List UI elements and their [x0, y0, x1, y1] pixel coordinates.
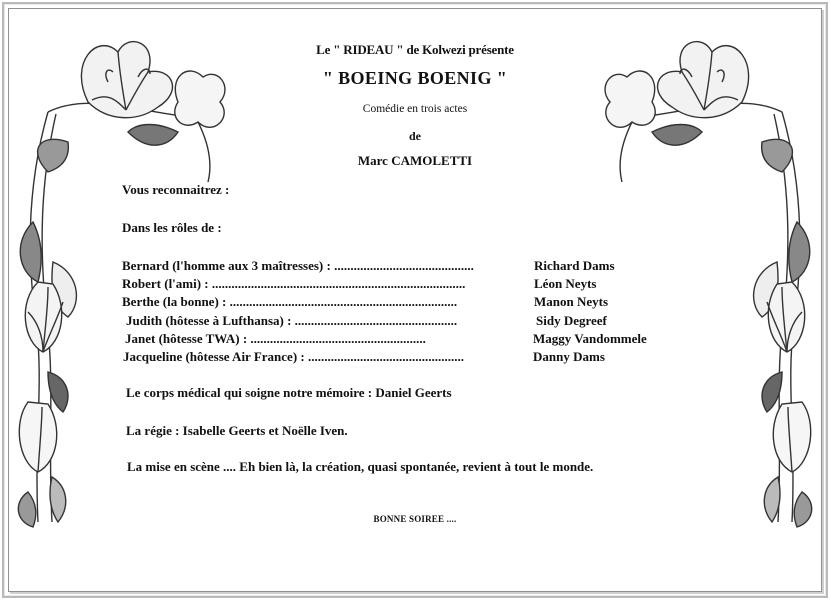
cast-actor: Léon Neyts — [534, 276, 597, 291]
intro-text: Vous reconnaitrez : — [122, 182, 230, 197]
cast-actor: Sidy Degreef — [536, 313, 607, 328]
right-lily-ornament-icon — [592, 22, 822, 532]
medical-credit: Le corps médical qui soigne notre mémoire : Daniel Geerts — [126, 385, 452, 400]
mise-en-scene-credit: La mise en scène .... Eh bien là, la création, quasi spontanée, revient à tout le monde. — [127, 459, 594, 474]
cast-role: Judith (hôtesse à Lufthansa) : .................................................. — [126, 313, 458, 328]
cast-role: Berthe (la bonne) : ...................................................................... — [122, 294, 458, 309]
roles-heading: Dans les rôles de : — [122, 220, 222, 235]
cast-role: Bernard (l'homme aux 3 maîtresses) : ........................................... — [122, 258, 474, 273]
presenter-line: Le " RIDEAU " de Kolwezi présente — [316, 42, 514, 57]
cast-role: Robert (l'ami) : .............................................................................. — [122, 276, 466, 291]
play-subtitle: Comédie en trois actes — [362, 103, 468, 115]
cast-actor: Richard Dams — [534, 258, 615, 273]
cast-role: Janet (hôtesse TWA) : ...................................................... — [125, 331, 426, 346]
cast-row — [122, 258, 622, 276]
cast-row — [122, 276, 622, 294]
author-name: Marc CAMOLETTI — [357, 153, 473, 168]
regie-credit: La régie : Isabelle Geerts et Noëlle Iven. — [126, 423, 348, 438]
cast-role: Jacqueline (hôtesse Air France) : ................................................ — [123, 349, 464, 364]
farewell-text: BONNE SOIREE .... — [373, 514, 457, 524]
cast-actor: Manon Neyts — [534, 294, 609, 309]
cast-row — [125, 331, 675, 349]
cast-actor: Maggy Vandommele — [533, 331, 647, 346]
cast-actor: Danny Dams — [533, 349, 605, 364]
cast-row — [122, 294, 622, 312]
cast-row — [126, 313, 626, 331]
by-line: de — [409, 129, 421, 143]
play-title: " BOEING BOENIG " — [322, 68, 508, 88]
cast-row — [123, 349, 623, 367]
